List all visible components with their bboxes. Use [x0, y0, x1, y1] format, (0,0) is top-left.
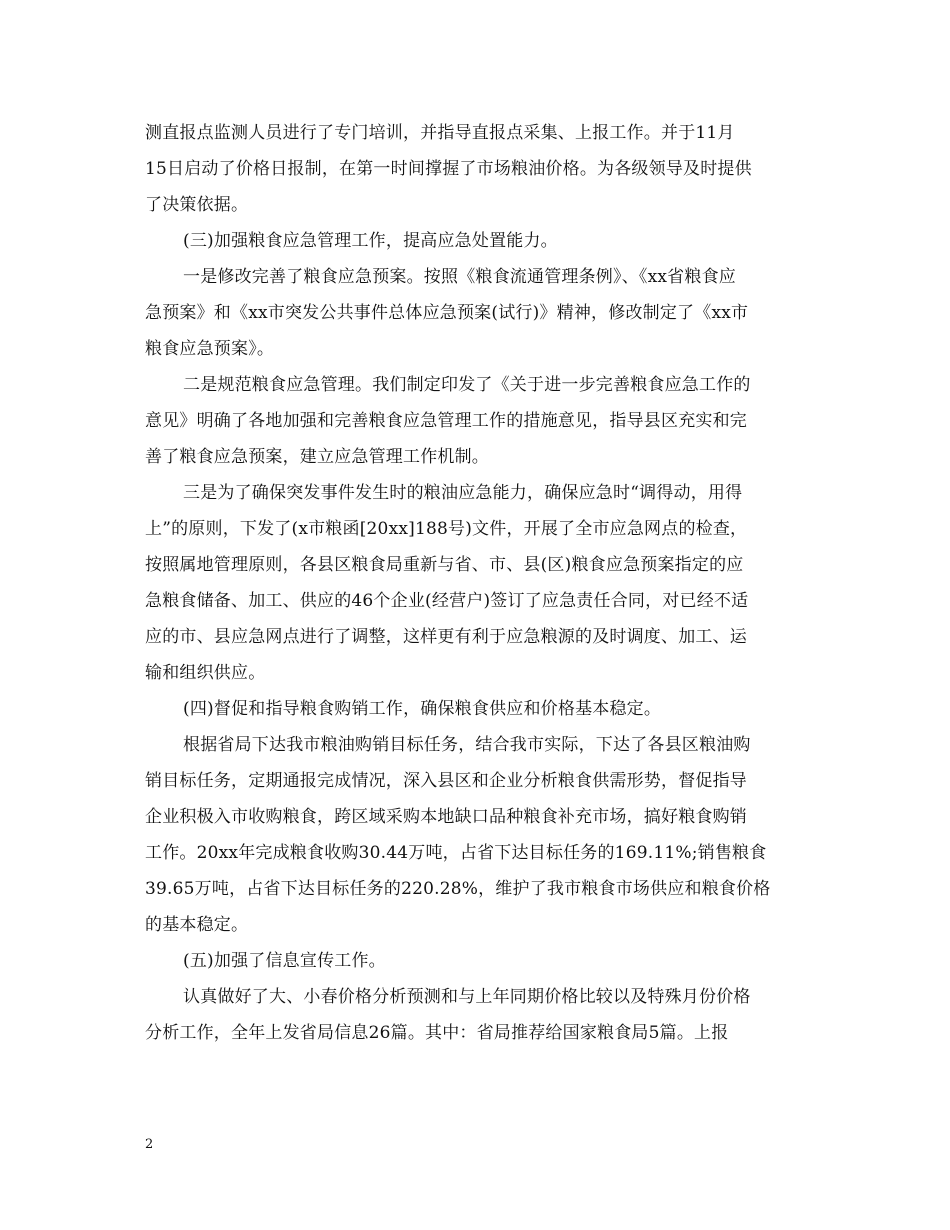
text-line: 销目标任务，定期通报完成情况，深入县区和企业分析粮食供需形势，督促指导 — [145, 771, 747, 791]
text-line: 了决策依据。 — [145, 195, 249, 215]
text-line: 急粮食储备、加工、供应的46个企业(经营户)签订了应急责任合同，对已经不适 — [145, 591, 749, 611]
text-line: 测直报点监测人员进行了专门培训，并指导直报点采集、上报工作。并于11月 — [145, 123, 735, 143]
text-line: 企业积极入市收购粮食，跨区域采购本地缺口品种粮食补充市场，搞好粮食购销 — [145, 807, 747, 827]
text-line: 的基本稳定。 — [145, 915, 249, 935]
text-line: 二是规范粮食应急管理。我们制定印发了《关于进一步完善粮食应急工作的 — [183, 375, 751, 395]
text-line: 一是修改完善了粮食应急预案。按照《粮食流通管理条例》、《xx省粮食应 — [183, 267, 736, 287]
text-line: 输和组织供应。 — [145, 663, 266, 683]
text-line: 三是为了确保突发事件发生时的粮油应急能力，确保应急时“调得动，用得 — [183, 483, 743, 503]
text-line: 善了粮食应急预案，建立应急管理工作机制。 — [145, 447, 489, 467]
page-number: 2 — [145, 1137, 154, 1152]
text-line: 按照属地管理原则，各县区粮食局重新与省、市、县(区)粮食应急预案指定的应 — [145, 555, 744, 575]
text-line: 意见》明确了各地加强和完善粮食应急管理工作的措施意见，指导县区充实和完 — [145, 411, 747, 431]
text-line: 应的市、县应急网点进行了调整，这样更有利于应急粮源的及时调度、加工、运 — [145, 627, 747, 647]
section-heading: (三)加强粮食应急管理工作，提高应急处置能力。 — [183, 231, 558, 251]
text-line: 分析工作，全年上发省局信息26篇。其中：省局推荐给国家粮食局5篇。上报 — [145, 1023, 729, 1043]
text-line: 根据省局下达我市粮油购销目标任务，结合我市实际，下达了各县区粮油购 — [183, 735, 751, 755]
body-text — [145, 115, 807, 1051]
section-heading: (五)加强了信息宣传工作。 — [183, 951, 386, 971]
text-line: 粮食应急预案》。 — [145, 339, 275, 359]
text-line: 急预案》和《xx市突发公共事件总体应急预案(试行)》精神，修改制定了《xx市 — [145, 303, 749, 323]
text-line: 工作。20xx年完成粮食收购30.44万吨，占省下达目标任务的169.11%;销售粮食 — [145, 843, 767, 863]
text-line: 39.65万吨，占省下达目标任务的220.28%，维护了我市粮食市场供应和粮食价格 — [145, 879, 771, 899]
text-line: 15日启动了价格日报制，在第一时间撑握了市场粮油价格。为各级领导及时提供 — [145, 159, 752, 179]
section-heading: (四)督促和指导粮食购销工作，确保粮食供应和价格基本稳定。 — [183, 699, 662, 719]
text-line: 上”的原则，下发了(x市粮函[20xx]188号)文件，开展了全市应急网点的检查， — [145, 519, 748, 539]
text-line: 认真做好了大、小春价格分析预测和与上年同期价格比较以及特殊月份价格 — [183, 987, 751, 1007]
